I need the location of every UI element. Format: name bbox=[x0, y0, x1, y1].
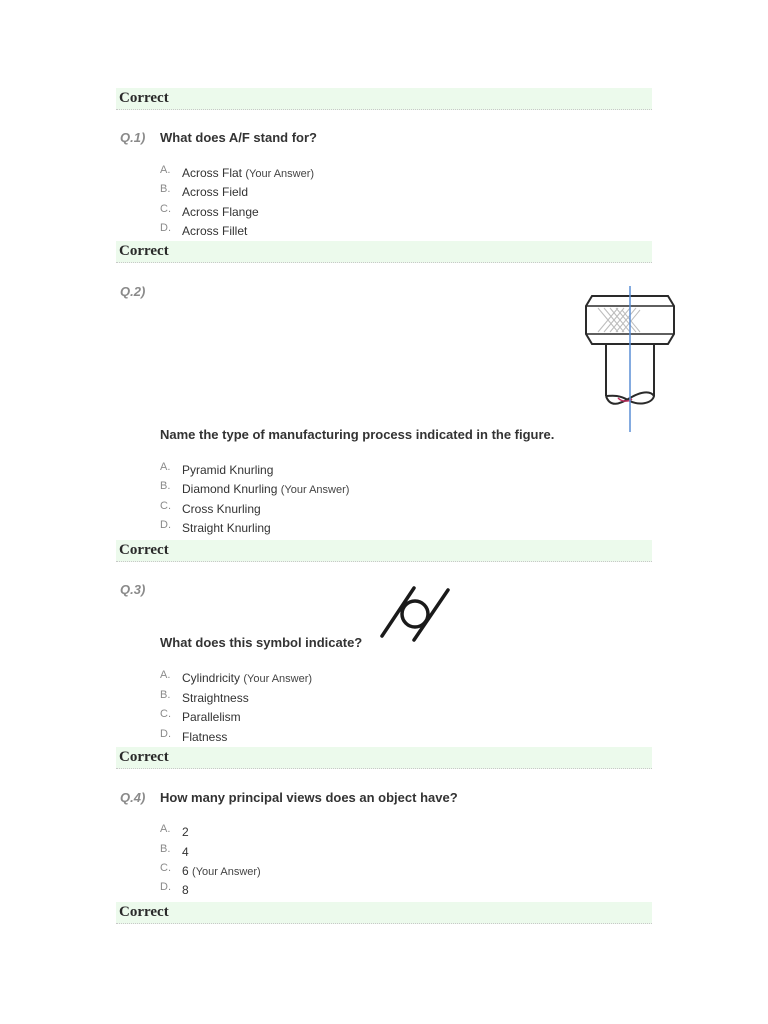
result-banner-q2 bbox=[116, 540, 652, 562]
option-letter: A. bbox=[160, 669, 171, 681]
option-letter: A. bbox=[160, 823, 171, 835]
option-letter: A. bbox=[160, 164, 171, 176]
result-label: Correct bbox=[119, 90, 169, 106]
option-letter: D. bbox=[160, 881, 171, 893]
question-text: What does this symbol indicate? bbox=[160, 635, 363, 650]
your-answer-tag: (Your Answer) bbox=[243, 673, 313, 685]
option-letter: C. bbox=[160, 708, 171, 720]
option-letter: B. bbox=[160, 689, 171, 701]
question-number: Q.4) bbox=[120, 790, 146, 805]
question-number: Q.2) bbox=[120, 284, 146, 299]
your-answer-tag: (Your Answer) bbox=[280, 484, 350, 496]
option-text: Cylindricity bbox=[182, 671, 241, 685]
option-text: Across Flange bbox=[182, 205, 259, 219]
result-banner-q1 bbox=[116, 241, 652, 263]
cylindricity-symbol-icon bbox=[376, 584, 452, 644]
option-text: Across Fillet bbox=[182, 224, 248, 238]
option-text: Straight Knurling bbox=[182, 521, 271, 535]
knurled-part-figure bbox=[580, 286, 680, 434]
option-letter: C. bbox=[160, 862, 171, 874]
option-letter: B. bbox=[160, 843, 171, 855]
option-letter: B. bbox=[160, 480, 171, 492]
your-answer-tag: (Your Answer) bbox=[192, 866, 261, 878]
option-text: 2 bbox=[182, 825, 189, 839]
result-label: Correct bbox=[119, 243, 169, 259]
result-label: Correct bbox=[119, 904, 169, 920]
option-text: Straightness bbox=[182, 691, 249, 705]
option-letter: D. bbox=[160, 728, 171, 740]
option-text: Across Field bbox=[182, 185, 249, 199]
result-label: Correct bbox=[119, 542, 169, 558]
question-text: Name the type of manufacturing process indicated in the figure. bbox=[160, 427, 555, 442]
your-answer-tag: (Your Answer) bbox=[245, 168, 315, 180]
option-text: 8 bbox=[182, 883, 189, 897]
option-letter: C. bbox=[160, 203, 171, 215]
result-banner-q4 bbox=[116, 902, 652, 924]
result-label: Correct bbox=[119, 749, 169, 765]
option-text: Pyramid Knurling bbox=[182, 463, 274, 477]
result-banner-q3 bbox=[116, 747, 652, 769]
option-text: Cross Knurling bbox=[182, 502, 261, 516]
option-letter: D. bbox=[160, 519, 171, 531]
option-text: Diamond Knurling bbox=[182, 482, 278, 496]
question-text: How many principal views does an object have? bbox=[160, 790, 458, 805]
option-text: Flatness bbox=[182, 730, 228, 744]
question-text: What does A/F stand for? bbox=[160, 130, 317, 145]
option-letter: C. bbox=[160, 500, 171, 512]
option-letter: B. bbox=[160, 183, 171, 195]
option-letter: A. bbox=[160, 461, 171, 473]
option-letter: D. bbox=[160, 222, 171, 234]
option-text: 4 bbox=[182, 845, 189, 859]
option-text: Across Flat bbox=[182, 166, 243, 180]
option-text: Parallelism bbox=[182, 710, 241, 724]
question-number: Q.1) bbox=[120, 130, 146, 145]
question-number: Q.3) bbox=[120, 582, 146, 597]
result-banner-top bbox=[116, 88, 652, 110]
option-text: 6 bbox=[182, 864, 189, 878]
